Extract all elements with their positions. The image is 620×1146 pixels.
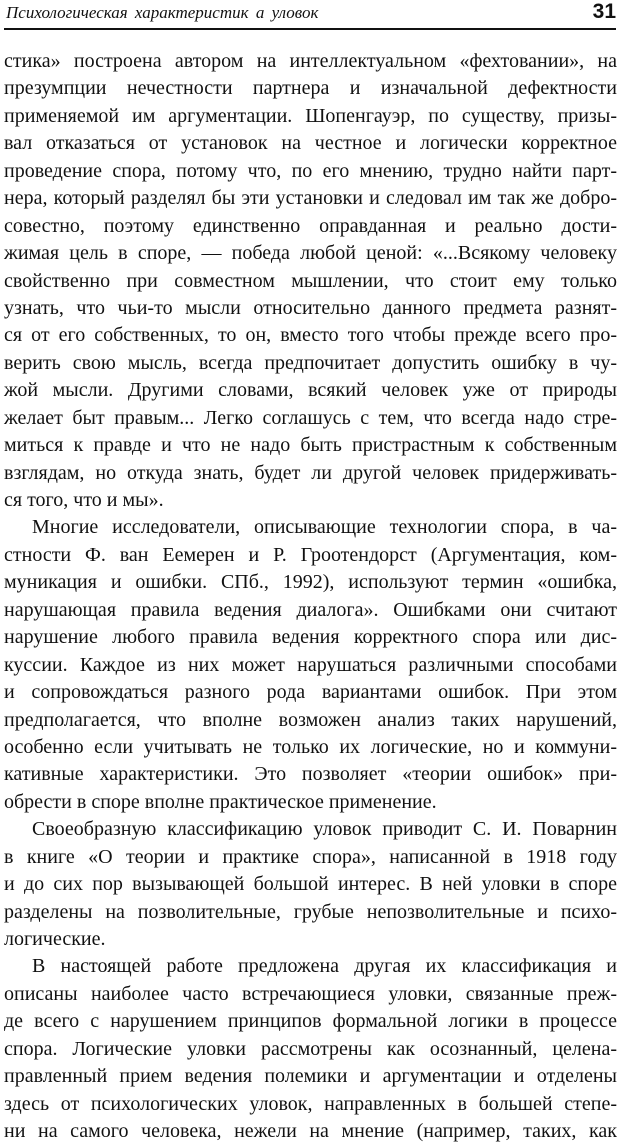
text-line: Многие исследователи, описывающие технологии спора, в ча- — [32, 516, 617, 539]
text-line: жой мысли. Другими словами, всякий человек уже от природы — [4, 379, 617, 402]
text-line: нарушающая правила ведения диалога». Ошибками они считают — [4, 598, 617, 621]
text-line: жимая цель в споре, — победа любой ценой: «...Всякому человеку — [4, 242, 617, 265]
paragraph-4 — [4, 953, 617, 1145]
paragraph-2 — [4, 514, 617, 816]
running-header — [4, 2, 616, 30]
paragraph-1 — [4, 48, 617, 514]
text-line: предполагается, что вполне возможен анализ таких нарушений, — [4, 708, 617, 731]
text-line: муникация и ошибки. СПб., 1992), используют термин «ошибка, — [4, 571, 617, 594]
text-line: стности Ф. ван Еемерен и Р. Гроотендорст (Аргументация, ком- — [4, 543, 617, 566]
text-line: В настоящей работе предложена другая их классификация и — [32, 955, 617, 978]
text-line: проведение спора, потому что, по его мнению, трудно найти парт- — [4, 159, 617, 182]
text-line: здесь от психологических уловок, направленных в большей степе- — [4, 1092, 617, 1115]
text-line: презумпции нечестности партнера и изначальной дефектности — [4, 77, 617, 100]
text-line: и до сих пор вызывающей большой интерес. В ней уловки в споре — [4, 873, 617, 896]
text-line: куссии. Каждое из них может нарушаться различными способами — [4, 653, 617, 676]
text-line: кативные характеристики. Это позволяет «теории ошибок» при- — [4, 763, 617, 786]
text-line: описаны наиболее часто встречающиеся уловки, связанные преж- — [4, 982, 617, 1005]
text-line: обрести в споре вполне практическое применение. — [4, 790, 437, 813]
text-line: желает быт правым... Легко соглашусь с тем, что всегда надо стре- — [4, 406, 617, 429]
paragraph-3 — [4, 816, 617, 953]
text-line: логические. — [4, 928, 106, 950]
text-line: особенно если учитывать не только их логические, но и коммуни- — [4, 735, 617, 758]
text-line: и сопровождаться разного рода вариантами ошибок. При этом — [4, 681, 617, 704]
text-line: применяемой им аргументации. Шопенгауэр, по существу, призы- — [4, 104, 617, 127]
text-line: разделены на позволительные, грубые непозволительные и психо- — [4, 900, 617, 923]
text-line: нарушение любого правила ведения корректного спора или дис- — [4, 626, 617, 649]
text-line: стика» построена автором на интеллектуальном «фехтовании», на — [4, 50, 617, 72]
text-line: де всего с нарушением принципов формальной логики в процессе — [4, 1010, 617, 1033]
running-title: Психологическая характеристик а уловок — [6, 3, 319, 22]
text-line: ся того, что и мы». — [4, 489, 164, 511]
text-line: свойственно при совместном мышлении, что стоит ему только — [4, 269, 617, 292]
text-line: миться к правде и что не надо быть пристрастным к собственным — [4, 434, 617, 457]
text-line: Своеобразную классификацию уловок приводит С. И. Поварнин — [32, 818, 617, 841]
text-line: верить свою мысль, всегда предпочитает допустить ошибку в чу- — [4, 351, 617, 374]
text-line: спора. Логические уловки рассмотрены как осознанный, целена- — [4, 1037, 617, 1060]
text-line: вал отказаться от установок на честное и логически корректное — [4, 132, 617, 155]
page-number: 31 — [592, 0, 616, 23]
text-line: в книге «О теории и практике спора», написанной в 1918 году — [4, 845, 617, 868]
text-line: правленный прием ведения полемики и аргументации и отделены — [4, 1065, 617, 1088]
text-line: ся от его собственных, то он, вместо того чтобы прежде всего про- — [4, 324, 617, 347]
text-line: ни на самого человека, нежели на мнение (например, таких, как — [4, 1120, 617, 1143]
text-line: взглядам, но откуда знать, будет ли другой человек придерживать- — [4, 461, 617, 484]
text-line: узнать, что чьи-то мысли относительно данного предмета разнят- — [4, 296, 617, 319]
body-text — [4, 48, 617, 1146]
text-line: нера, который разделял бы эти установки и следовал им так же добро- — [4, 187, 617, 210]
text-line: совестно, поэтому единственно оправданная и реально дости- — [4, 214, 617, 237]
